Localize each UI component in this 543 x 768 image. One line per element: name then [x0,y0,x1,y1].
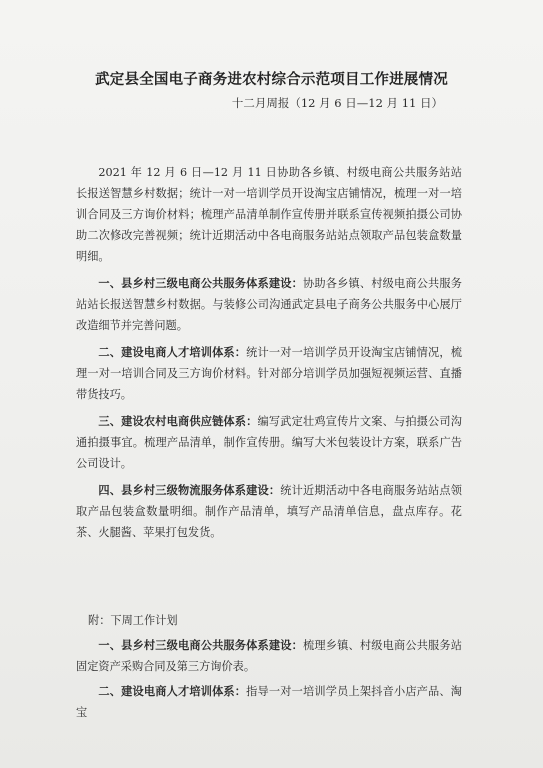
section-heading: 二、建设电商人才培训体系： [98,346,247,359]
document-body [76,162,462,549]
section-text: 统计近期活动中各电商服务站站点领取产品包装盒数量明细。制作产品清单，填写产品清单信息，盘点库存。花茶、火腿酱、苹果打包发货。 [76,484,462,539]
section-text: 协助各乡镇、村级电商公共服务站站长报送智慧乡村数据。与装修公司沟通武定县电子商务公共服务中心展厅改造细节并完善问题。 [76,277,462,332]
section-heading: 三、建设农村电商供应链体系： [98,415,258,428]
section-heading: 一、县乡村三级电商公共服务体系建设： [98,277,304,290]
section-paragraph [76,480,462,543]
appendix-heading: 附：下周工作计划 [88,614,178,627]
intro-paragraph: 2021 年 12 月 6 日—12 月 11 日协助各乡镇、村级电商公共服务站站长报送智慧乡村数据；统计一对一培训学员开设淘宝店铺情况，梳理一对一培训合同及三方询价材料；梳理产品清单制作宣传册并联系宣传视频拍摄公司协助二次修改完善视频；统计近期活动中各电商服务站站点领取产品包装盒数量明细。 [76,166,462,263]
next-week-plan [76,610,462,727]
plan-item [76,635,462,677]
section-heading: 四、县乡村三级物流服务体系建设： [98,484,281,497]
section-text: 统计一对一培训学员开设淘宝店铺情况，梳理一对一培训合同及三方询价材料。针对部分培训学员加强短视频运营、直播带货技巧。 [76,346,462,401]
plan-item-text: 指导一对一培训学员上架抖音小店产品、淘宝 [76,685,462,719]
section-paragraph [76,273,462,336]
plan-item [76,681,462,723]
plan-item-heading: 一、县乡村三级电商公共服务体系建设： [98,639,304,652]
document-title: 武定县全国电子商务进农村综合示范项目工作进展情况 [95,72,448,88]
plan-item-text: 梳理乡镇、村级电商公共服务站固定资产采购合同及第三方询价表。 [76,639,462,673]
section-paragraph [76,342,462,405]
section-paragraph [76,411,462,474]
section-text: 编写武定壮鸡宣传片文案、与拍摄公司沟通拍摄事宜。梳理产品清单，制作宣传册。编写大米包装设计方案，联系广告公司设计。 [76,415,462,470]
document-subtitle: 十二月周报（12 月 6 日—12 月 11 日） [231,96,443,110]
plan-item-heading: 二、建设电商人才培训体系： [98,685,247,698]
